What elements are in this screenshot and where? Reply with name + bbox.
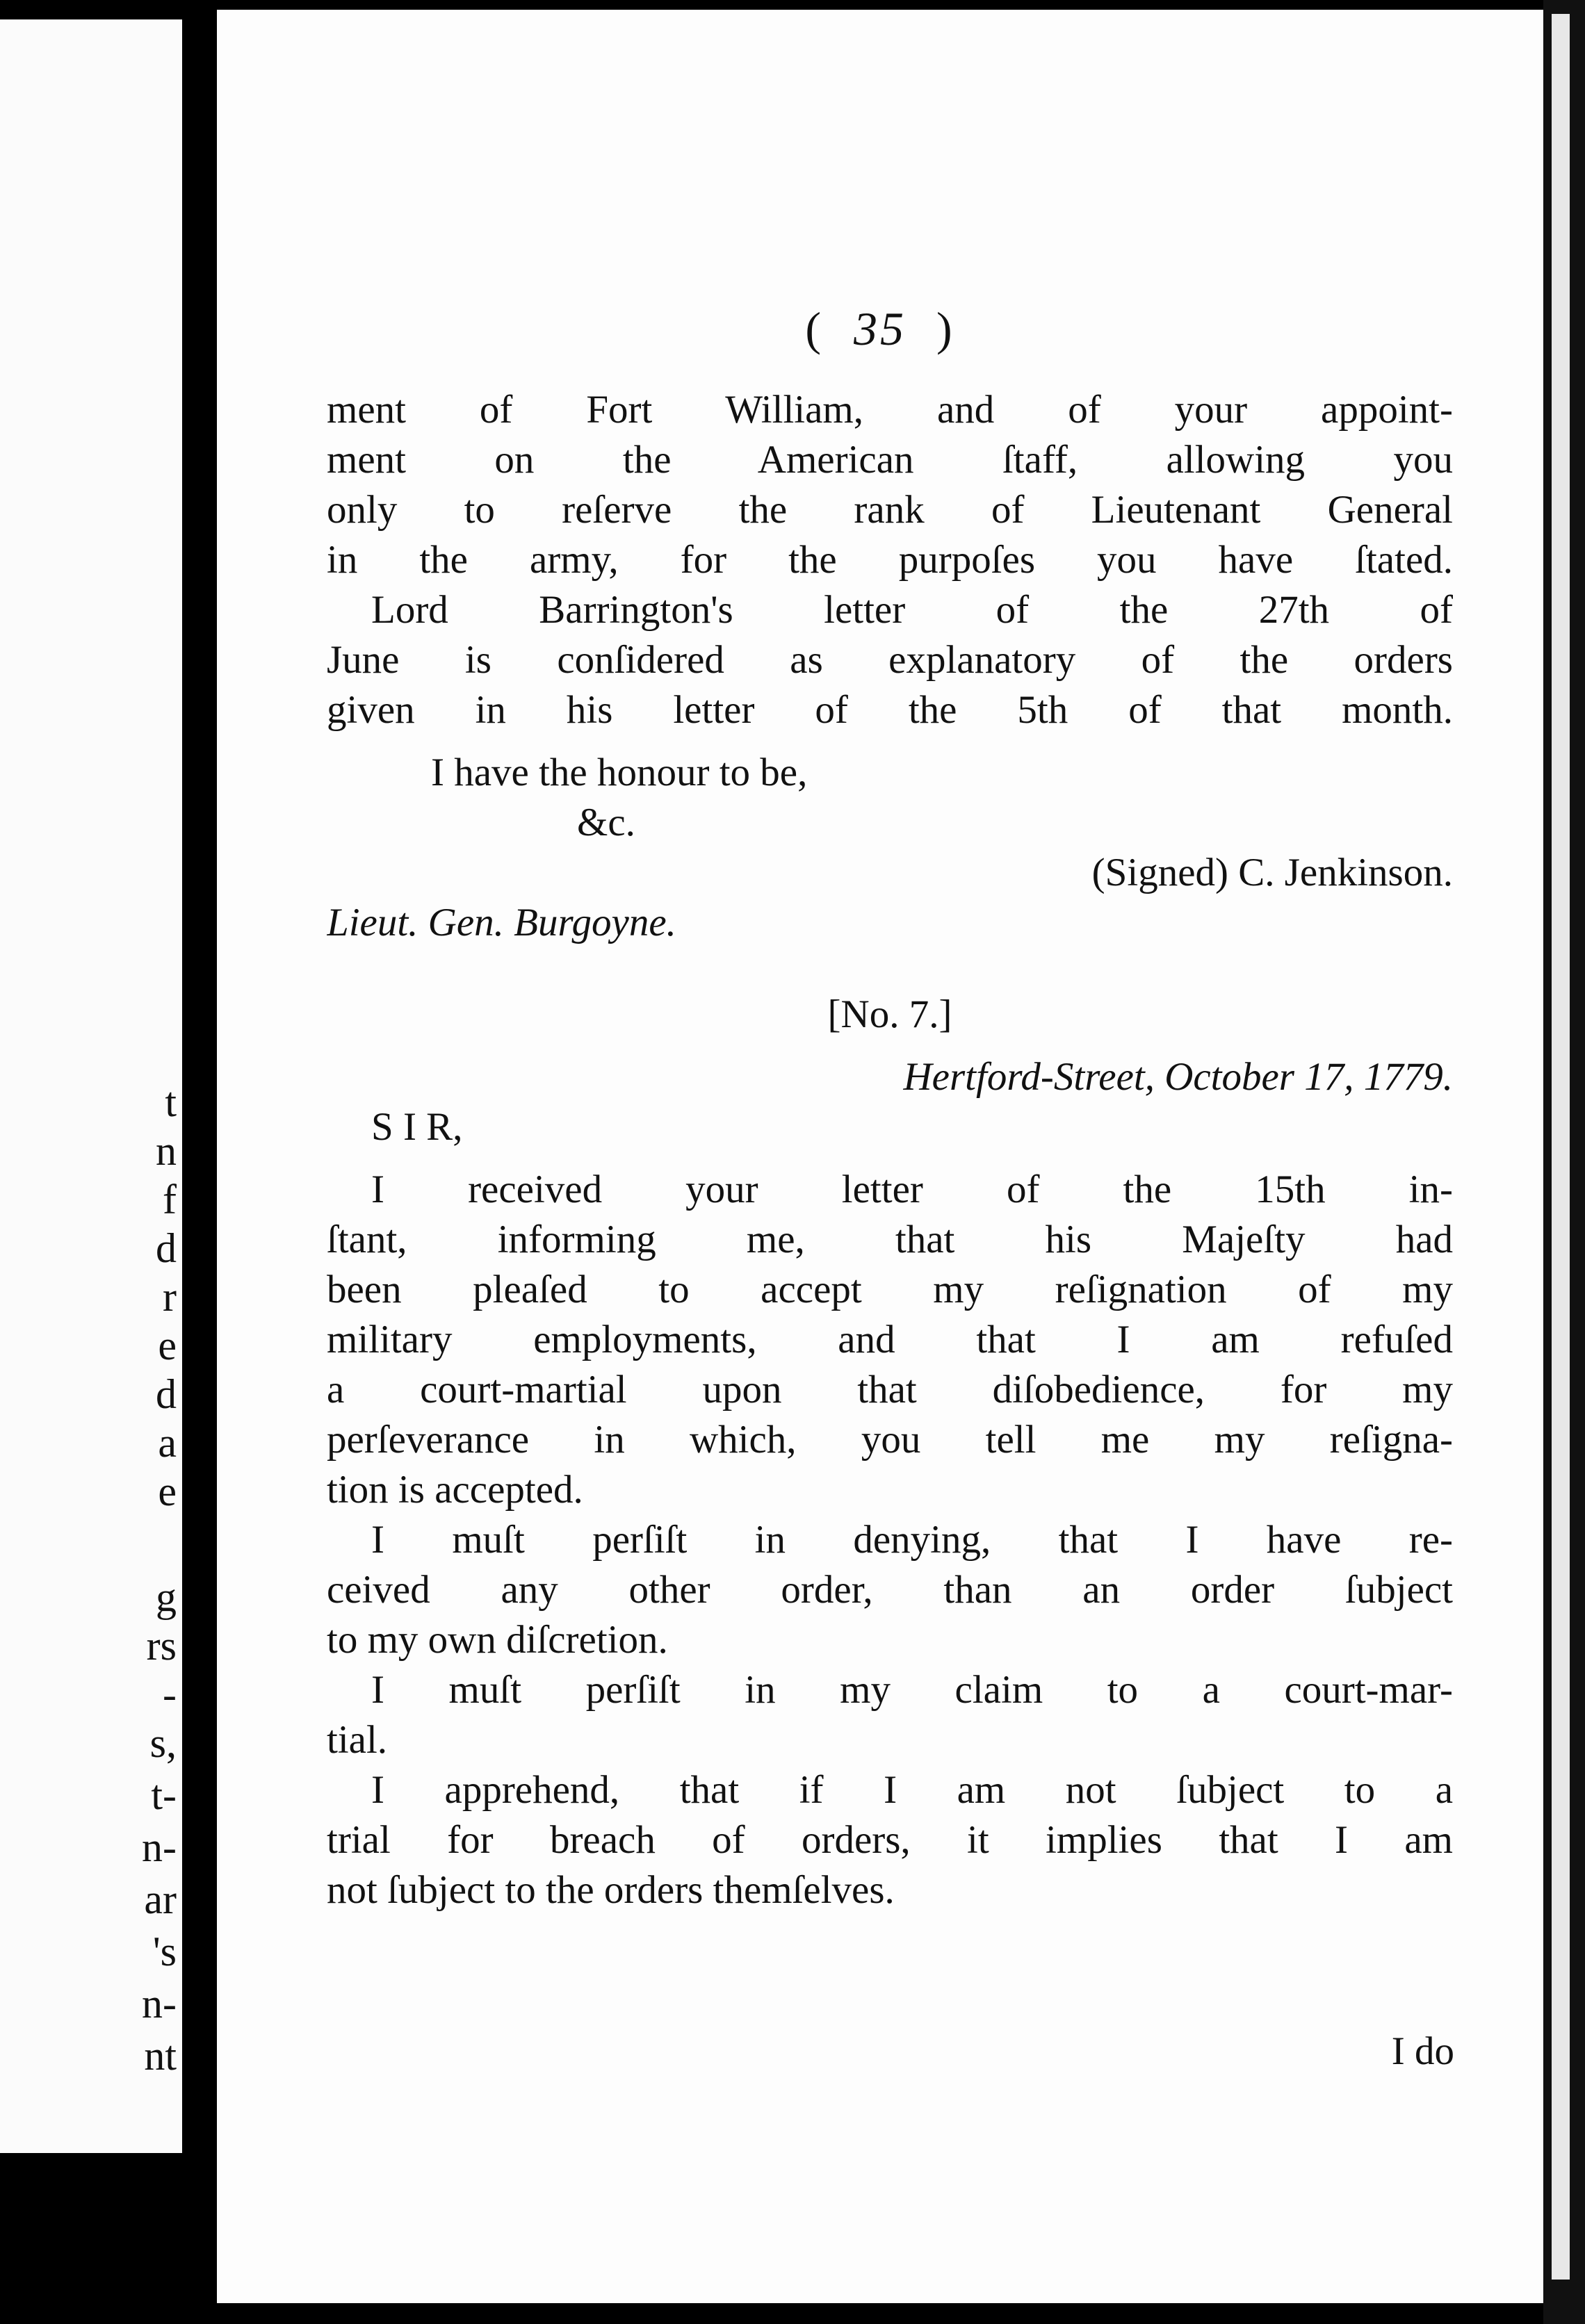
text-line: I apprehend, that if I am not ſubject to a <box>371 1768 1453 1812</box>
text-line: ment of Fort William, and of your appoint- <box>327 388 1453 432</box>
text-line: tial. <box>327 1718 388 1762</box>
text-line: ſtant, informing me, that his Majeſty had <box>327 1218 1453 1261</box>
left-page-fragment: n- <box>142 1824 177 1870</box>
right-page-edge <box>1543 0 1585 2324</box>
letter-number: [No. 7.] <box>827 992 952 1036</box>
left-page-fragment: f <box>163 1177 177 1222</box>
text-line: to my own diſcretion. <box>327 1618 668 1662</box>
left-page-fragment: d <box>156 1225 177 1271</box>
main-page <box>217 10 1543 2303</box>
text-line: not ſubject to the orders themſelves. <box>327 1868 895 1912</box>
page-number: 35 <box>854 302 907 355</box>
left-page-fragment: - <box>163 1671 177 1717</box>
left-page-fragment: e <box>158 1323 177 1368</box>
text-line: tion is accepted. <box>327 1468 583 1512</box>
text-line: Lord Barrington's letter of the 27th of <box>371 588 1453 632</box>
signature-line: (Signed) C. Jenkinson. <box>1091 851 1453 894</box>
left-page-fragment: n <box>156 1128 177 1174</box>
text-line: perſeverance in which, you tell me my reſigna- <box>327 1418 1453 1462</box>
text-line: been pleaſed to accept my reſignation of my <box>327 1268 1453 1311</box>
text-line: in the army, for the purpoſes you have ſtated. <box>327 538 1453 582</box>
left-page-fragment: a <box>158 1420 177 1466</box>
closing-etc: &c. <box>577 801 635 844</box>
closing-line: I have the honour to be, <box>431 751 808 794</box>
text-line: ceived any other order, than an order ſubject <box>327 1568 1453 1612</box>
body-text <box>327 385 1453 1915</box>
left-page-fragment: 's <box>152 1929 177 1974</box>
left-page-fragment: rs <box>146 1623 177 1669</box>
left-page-fragment: n- <box>142 1981 177 2027</box>
left-page-fragment: s, <box>149 1720 177 1766</box>
left-page-fragment: nt <box>144 2033 177 2079</box>
text-line: a court-martial upon that diſobedience, for my <box>327 1368 1453 1411</box>
text-line: military employments, and that I am refuſed <box>327 1318 1453 1361</box>
page-header <box>217 302 1543 357</box>
text-line: only to reſerve the rank of Lieutenant General <box>327 488 1453 532</box>
left-page-fragment: t <box>165 1079 177 1125</box>
text-line: I muſt perſiſt in denying, that I have re- <box>371 1518 1453 1562</box>
salutation: S I R, <box>371 1105 463 1149</box>
left-page-fragment: ar <box>144 1876 177 1922</box>
text-line: ment on the American ſtaff, allowing you <box>327 438 1453 482</box>
text-line: given in his letter of the 5th of that month. <box>327 688 1453 732</box>
header-open-paren: ( <box>805 302 824 355</box>
text-line: trial for breach of orders, it implies that I am <box>327 1818 1453 1862</box>
left-page-fragment: r <box>163 1274 177 1320</box>
header-close-paren: ) <box>936 302 955 355</box>
text-line: I received your letter of the 15th in- <box>371 1168 1453 1211</box>
left-facing-page <box>0 19 182 2153</box>
catchword: I do <box>1391 2029 1454 2073</box>
text-line: June is conſidered as explanatory of the orders <box>327 638 1453 682</box>
left-page-fragment: d <box>156 1371 177 1417</box>
text-line: I muſt perſiſt in my claim to a court-mar- <box>371 1668 1453 1712</box>
left-page-fragment: g <box>156 1574 177 1620</box>
book-gutter <box>182 0 217 2324</box>
addressee-line: Lieut. Gen. Burgoyne. <box>327 901 676 944</box>
left-page-fragment: t- <box>151 1772 177 1818</box>
dateline: Hertford-Street, October 17, 1779. <box>903 1055 1453 1099</box>
left-page-fragment: e <box>158 1468 177 1514</box>
